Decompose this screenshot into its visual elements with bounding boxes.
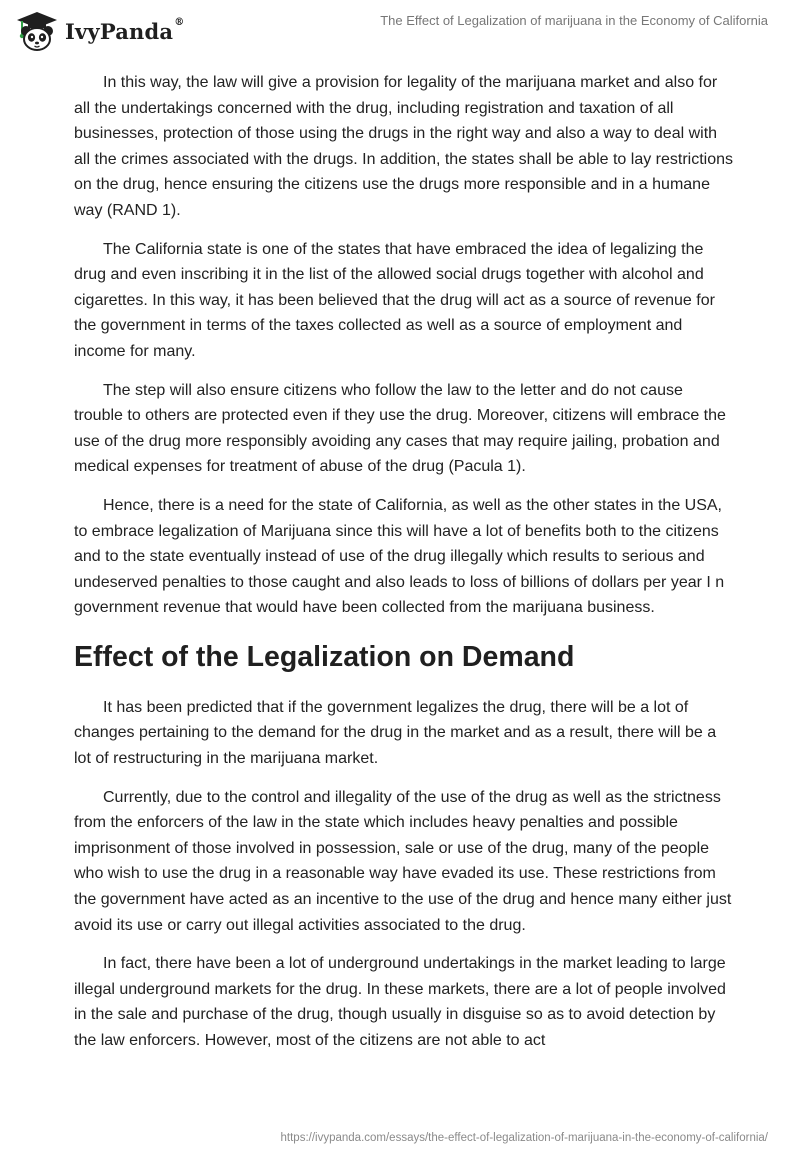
paragraph: Currently, due to the control and illegality of the use of the drug as well as the strictness from the enforcers of the law in the state which includes heavy penalties and possible imprisonment of those involved in possession, sale or use of the drug, many of the people who wish to use the drug in a reasonable way have evaded its use. These restrictions from the government have acted as an incentive to the use of the drug and hence many either just avoid its use or carry out illegal activities associated to the drug. xyxy=(74,788,732,934)
paragraph: It has been predicted that if the government legalizes the drug, there will be a lot of changes pertaining to the demand for the drug in the market and as a result, there will be a lot of restructuring in the marijuana market. xyxy=(74,698,717,768)
panda-graduate-icon xyxy=(14,9,60,53)
registered-mark: ® xyxy=(174,16,185,28)
document-title: The Effect of Legalization of marijuana in the Economy of California xyxy=(380,13,768,28)
essay-content xyxy=(74,70,734,1067)
ivypanda-logo[interactable] xyxy=(14,9,184,53)
paragraph: The California state is one of the states that have embraced the idea of legalizing the drug and even inscribing it in the list of the allowed social drugs together with alcohol and cigarettes. In this way, it has been believed that the drug will act as a source of revenue for the government in terms of the taxes collected as well as a source of employment and income for many. xyxy=(74,240,715,360)
paragraph: In fact, there have been a lot of underground undertakings in the market leading to large illegal underground markets for the drug. In these markets, there are a lot of people involved in the sale and purchase of the drug, though usually in disguise so as to avoid detection by the law enforcers. However, most of the citizens are not able to act xyxy=(74,955,726,1049)
logo-wordmark xyxy=(65,16,185,44)
page-header xyxy=(0,0,800,62)
paragraph: Hence, there is a need for the state of California, as well as the other states in the USA, to embrace legalization of Marijuana since this will have a lot of benefits both to the citizens and to the state eventually instead of use of the drug illegally which results to serious and undeserved penalties to those caught and also leads to loss of billions of dollars per year I n government revenue that would have been collected from the marijuana business. xyxy=(74,496,725,617)
paragraph: The step will also ensure citizens who follow the law to the letter and do not cause trouble to others are protected even if they use the drug. Moreover, citizens will embrace the use of the drug more responsibly avoiding any cases that may require jailing, probation and medical expenses for treatment of abuse of the drug (Pacula 1). xyxy=(74,381,726,476)
source-url[interactable]: https://ivypanda.com/essays/the-effect-of-legalization-of-marijuana-in-the-economy-of-california/ xyxy=(280,1132,768,1144)
logo-text: IvyPanda xyxy=(65,18,174,44)
paragraph: In this way, the law will give a provision for legality of the marijuana market and also for all the undertakings concerned with the drug, including registration and taxation of all businesses, protection of those using the drugs in the right way and also a way to deal with all the crimes associated with the drugs. In addition, the states shall be able to lay restrictions on the drug, hence ensuring the citizens use the drugs more responsible and in a humane way (RAND 1). xyxy=(74,74,734,219)
section-heading: Effect of the Legalization on Demand xyxy=(74,640,575,673)
